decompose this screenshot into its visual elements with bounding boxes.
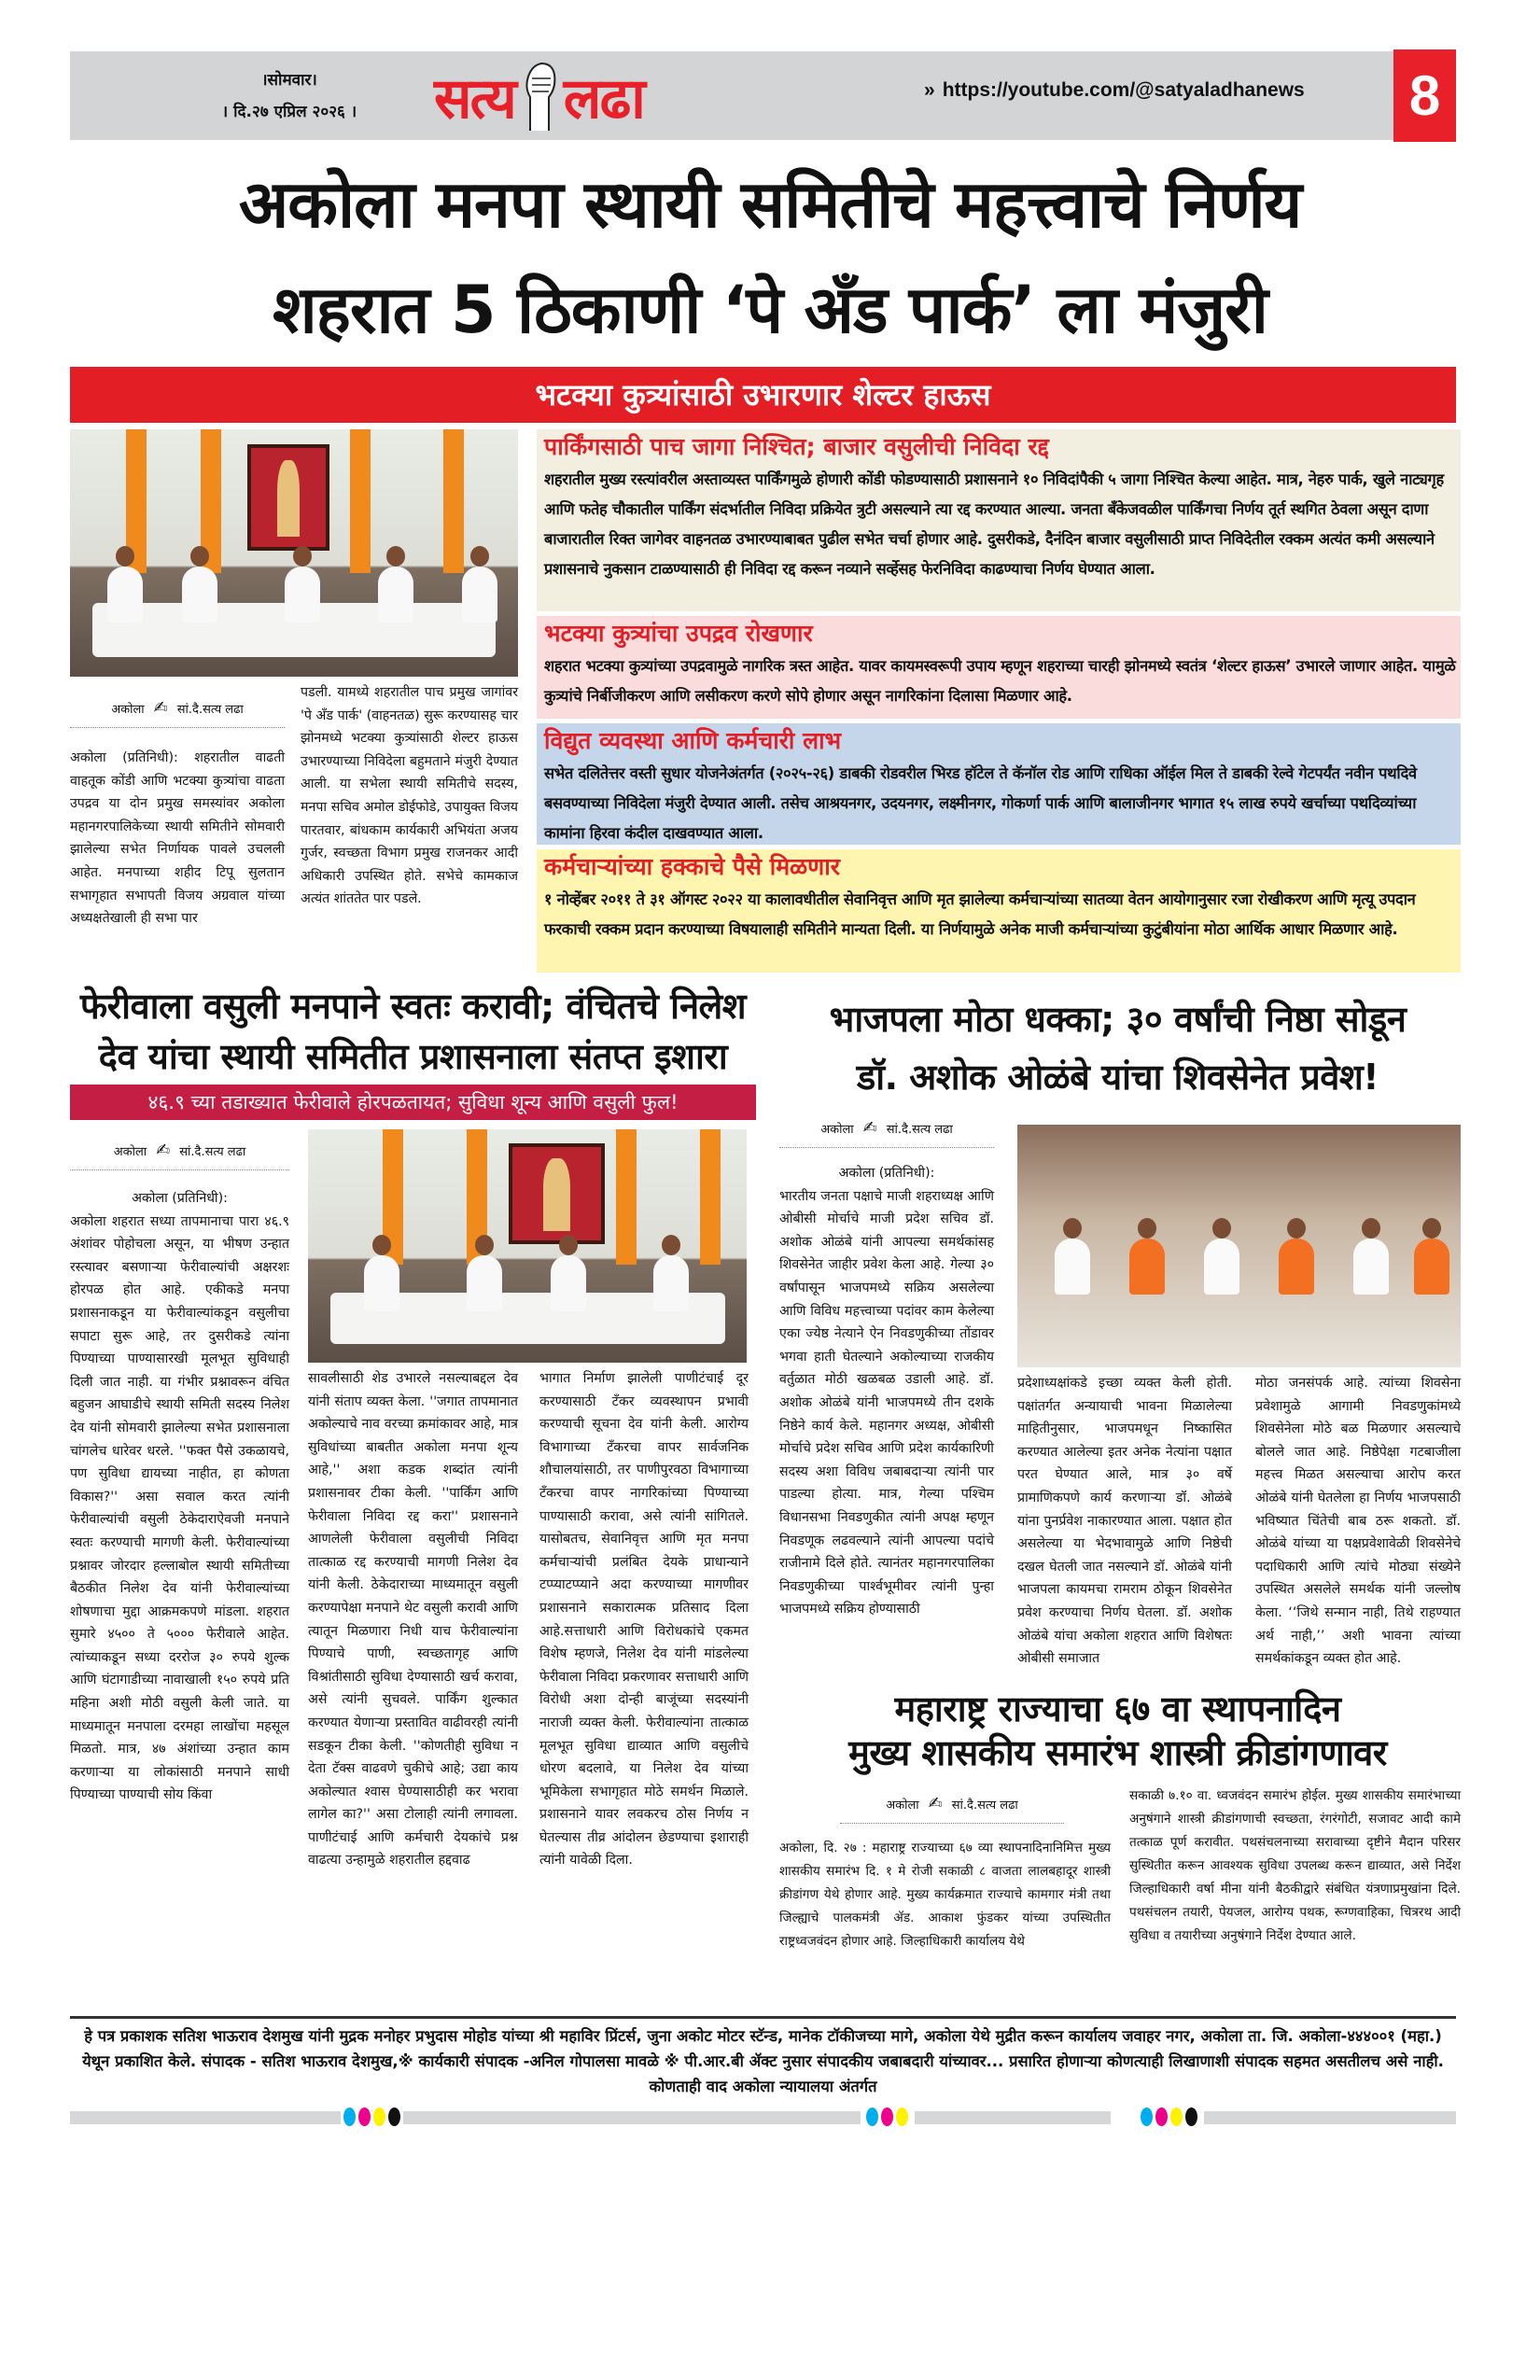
cmyk-registration-marks bbox=[343, 2107, 400, 2126]
hawkers-byline bbox=[70, 1141, 289, 1170]
byline-place: अकोला bbox=[111, 702, 145, 717]
hawkers-column-3: भागात निर्माण झालेली पाणीटंचाई दूर करण्यासाठी टँकर व्यवस्थापन प्रभावी करण्याची सूचना देव यांनी केली. आरोग्य विभागाच्या टँकरचा वापर सार्वजनिक शौचालयांसाठी, तर पाणीपुरवठा विभागाच्या टँकरचा वापर नागरिकांच्या पिण्याच्या पाण्यासाठी करावा, असे त्यांनी सांगितले. यासोबतच, सेवानिवृत्त आणि मृत मनपा कर्मचाऱ्यांची प्रलंबित देयके प्राधान्याने टप्प्याटप्प्याने अदा करण्याच्या मागणीवर प्रशासनाने सकारात्मक प्रतिसाद दिला आहे.सत्ताधारी आणि विरोधकांचे एकमत विशेष म्हणजे, निलेश देव यांनी मांडलेल्या फेरीवाला निविदा प्रकरणावर सत्ताधारी आणि विरोधी अशा दोन्ही बाजूंच्या सदस्यांनी नाराजी व्यक्त केली. फेरीवाल्यांना तात्काळ मूलभूत सुविधा द्याव्यात आणि वसुलीचे धोरण बदलावे, या निलेश देव यांच्या भूमिकेला सभागृहात मोठे समर्थन मिळाले. प्रशासनाने यावर लवकरच ठोस निर्णय न घेतल्यास तीव्र आंदोलन छेडण्याचा इशाराही त्यांनी यावेळी दिला. bbox=[539, 1371, 749, 1869]
hawkers-banner: ४६.९ च्या तडाख्यात फेरीवाले होरपळतायत; सुविधा शून्य आणि वसुली फुल! bbox=[70, 1085, 756, 1120]
byline-source: सां.दै.सत्य लढा bbox=[179, 1144, 246, 1159]
hawkers-headline-2: देव यांचा स्थायी समितीत प्रशासनाला संतप्त इशारा bbox=[98, 1036, 728, 1077]
cmyk-registration-marks bbox=[1141, 2107, 1197, 2126]
info-box-title: पार्किंगसाठी पाच जागा निश्चित; बाजार वसुलीची निविदा रद्द bbox=[544, 433, 1049, 460]
foundation-day-column-1: अकोला, दि. २७ : महाराष्ट्र राज्याच्या ६७ व्या स्थापनादिनानिमित्त मुख्य शासकीय समारंभ दि. १ मे रोजी सकाळी ८ वाजता लालबहादूर शास्त्री क्रीडांगण येथे होणार आहे. मुख्य कार्यक्रमात राज्याचे कामगार मंत्री तथा जिल्ह्याचे पालकमंत्री ॲड. आकाश फुंडकर यांच्या उपस्थितीत राष्ट्रध्वजवंदन होणार आहे. जिल्हाधिकारी कार्यालय येथे bbox=[779, 1841, 1111, 1949]
info-box-text: शहरातील मुख्य रस्त्यांवरील अस्ताव्यस्त पार्किंगमुळे होणारी कोंडी फोडण्यासाठी प्रशासनाने १० निविदांपैकी ५ जागा निश्चित केल्या आहेत. मात्र, नेहरु पार्क, खुले नाट्यगृह आणि फतेह चौकातील पार्किंग संदर्भातील निविदा प्रक्रियेत त्रुटी असल्याने त्या रद्द करण्यात आल्या. जनता बँकेजवळील पार्किंगचा निर्णय तूर्त स्थगित ठेवला असून दाणा बाजारातील रिक्त जागेवर वाहनतळ उभारण्याबाबत पुढील सभेत चर्चा होणार आहे. दुसरीकडे, दैनंदिन बाजार वसुलीसाठी प्राप्त निविदेतील रक्कम अत्यंत कमी असल्याने प्रशासनाचे नुकसान टाळण्यासाठी ही निविदा रद्द करून नव्याने सर्व्हेसह फेरनिविदा काढण्याचा निर्णय घेण्यात आला. bbox=[544, 470, 1444, 578]
bjp-headline-1: भाजपला मोठा धक्का; ३० वर्षांची निष्ठा सोडून bbox=[829, 999, 1407, 1040]
byline-place: अकोला bbox=[886, 1798, 919, 1813]
dateline: अकोला (प्रतिनिधी): bbox=[838, 1166, 935, 1181]
info-box-title: कर्मचाऱ्यांच्या हक्काचे पैसे मिळणार bbox=[544, 853, 840, 880]
column-text: भारतीय जनता पक्षाचे माजी शहराध्यक्ष आणि ओबीसी मोर्चाचे माजी प्रदेश सचिव डॉ. अशोक ओळंबे यांनी आपल्या समर्थकांसह शिवसेनेत जाहीर प्रवेश केला आहे. गेल्या ३० वर्षांपासून भाजपमध्ये सक्रिय असलेल्या आणि विविध महत्त्वाच्या पदांवर काम केलेल्या एका ज्येष्ठ नेत्याने ऐन निवडणुकीच्या तोंडावर भगवा हाती घेतल्याने अकोल्याच्या राजकीय वर्तुळात मोठी खळबळ उडाली आहे. डॉ. अशोक ओळंबे यांनी भाजपमध्ये तीन दशके निष्ठेने कार्य केले. महानगर अध्यक्ष, ओबीसी मोर्चाचे प्रदेश सचिव आणि प्रदेश कार्यकारिणी सदस्य अशा विविध जबाबदाऱ्या त्यांनी पार पाडल्या होत्या. मात्र, गेल्या पश्चिम विधानसभा निवडणुकीत त्यांनी अपक्ष म्हणून निवडणूक लढवल्याने त्यांनी आपल्या पदांचे राजीनामे दिले होते. त्यानंतर महानगरपालिका निवडणुकीच्या पार्श्वभूमीवर त्यांनी पुन्हा भाजपमध्ये सक्रिय होण्यासाठी bbox=[779, 1188, 994, 1617]
hawkers-column-2: सावलीसाठी शेड उभारले नसल्याबद्दल देव यांनी संताप व्यक्त केला. ''जगात तापमानात अकोल्याचे नाव वरच्या क्रमांकावर आहे, मात्र सुविधांच्या बाबतीत अकोला मनपा शून्य आहे,'' अशा कडक शब्दांत त्यांनी प्रशासनावर टीका केली. ''पार्किंग आणि फेरीवाला निविदा रद्द करा'' प्रशासनाने आणलेली फेरीवाला वसुलीची निविदा तात्काळ रद्द करण्याची मागणी निलेश देव यांनी केली. ठेकेदाराच्या माध्यमातून वसुली करण्यापेक्षा मनपाने थेट वसुली करावी आणि त्यातून मिळणारा निधी याच फेरीवाल्यांना पिण्याचे पाणी, स्वच्छतागृह आणि विश्रांतीसाठी सुविधा देण्यासाठी खर्च करावा, असे त्यांनी सुचवले. पार्किंग शुल्कात करण्यात येणाऱ्या प्रस्तावित वाढीवरही त्यांनी सडकून टीका केली. ''कोणतीही सुविधा न देता टॅक्स वाढवणे चुकीचे आहे; उद्या काय अकोल्यात श्वास घेण्यासाठीही कर भरावा लागेल का?'' असा टोलाही त्यांनी लगावला. पाणीटंचाई आणि कर्मचारी देयकांचे प्रश्न वाढत्या उन्हामुळे शहरातील हद्दवाढ bbox=[308, 1371, 518, 1869]
hawkers-column-1 bbox=[70, 1187, 289, 1807]
issue-date: । दि.२७ एप्रिल २०२६ । bbox=[221, 103, 357, 121]
raised-fist-icon bbox=[519, 60, 560, 133]
foundation-day-byline bbox=[840, 1794, 1064, 1824]
info-box-title: विद्युत व्यवस्था आणि कर्मचारी लाभ bbox=[544, 727, 842, 754]
page-number: 8 bbox=[1393, 49, 1456, 142]
foundation-day-headline-2: मुख्य शासकीय समारंभ शास्त्री क्रीडांगणावर bbox=[848, 1732, 1387, 1773]
bjp-byline bbox=[779, 1118, 994, 1148]
byline-source: सां.दै.सत्य लढा bbox=[951, 1798, 1018, 1813]
logo-text-right: लढा bbox=[563, 65, 644, 132]
foundation-day-headline-1: महाराष्ट्र राज्याचा ६७ वा स्थापनादिन bbox=[894, 1688, 1341, 1729]
meeting-photo bbox=[70, 429, 518, 677]
print-registration-bar bbox=[915, 2111, 1111, 2124]
bjp-headline-2: डॉ. अशोक ओळंबे यांचा शिवसेनेत प्रवेश! bbox=[856, 1057, 1379, 1098]
pen-writing-icon: ✍ bbox=[156, 1141, 171, 1160]
byline-place: अकोला bbox=[113, 1144, 147, 1159]
bjp-column-3: मोठा जनसंपर्क आहे. त्यांच्या शिवसेना प्रवेशामुळे आगामी निवडणुकांमध्ये शिवसेनेला मोठे बळ मिळणार असल्याचे बोलले जात आहे. निष्ठेपेक्षा गटबाजीला महत्त्व मिळत असल्याचा आरोप करत ओळंबे यांनी घेतलेला हा निर्णय भाजपसाठी भविष्यात चिंतेची बाब ठरू शकतो. डॉ. ओळंबे यांच्या या पक्षप्रवेशावेळी शिवसेनेचे पदाधिकारी आणि त्यांचे मोठ्या संख्येने उपस्थित असलेले समर्थक यांनी जल्लोष केला. ‘‘जिथे सन्मान नाही, तिथे राहण्यात अर्थ नाही,’’ अशी भावना त्यांच्या समर्थकांकडून व्यक्त होत आहे. bbox=[1255, 1376, 1461, 1667]
committee-photo bbox=[308, 1129, 747, 1363]
info-box-employees bbox=[537, 849, 1461, 973]
byline-place: अकोला bbox=[820, 1122, 854, 1137]
bjp-column-1 bbox=[779, 1162, 994, 1621]
info-box-text: १ नोव्हेंबर २०११ ते ३१ ऑगस्ट २०२२ या कालावधीतील सेवानिवृत्त आणि मृत झालेल्या कर्मचाऱ्यांच्या सातव्या वेतन आयोगानुसार रजा रोखीकरण आणि मृत्यू उपदान फरकाची रक्कम प्रदान करण्याच्या विषयालाही समितीने मान्यता दिली. या निर्णयामुळे अनेक माजी कर्मचाऱ्यांच्या कुटुंबीयांना मोठा आर्थिक आधार मिळणार आहे. bbox=[544, 890, 1416, 938]
masthead bbox=[70, 51, 1456, 140]
print-registration-bar bbox=[403, 2111, 861, 2124]
footer-divider bbox=[70, 2016, 1456, 2019]
youtube-link[interactable] bbox=[924, 79, 1305, 102]
info-box-text: शहरात भटक्या कुत्र्यांच्या उपद्रवामुळे नागरिक त्रस्त आहेत. यावर कायमस्वरूपी उपाय म्हणून शहराच्या चारही झोनमध्ये स्वतंत्र ‘शेल्टर हाऊस’ उभारले जाणार आहेत. यामुळे कुत्र्यांचे निर्बीजीकरण आणि लसीकरण करणे सोपे होणार असून नागरिकांना दिलासा मिळणार आहे. bbox=[544, 657, 1456, 705]
lead-column-1: अकोला (प्रतिनिधी): शहरातील वाढती वाहतूक कोंडी आणि भटक्या कुत्र्यांचा वाढता उपद्रव या दोन प्रमुख समस्यांवर अकोला महानगरपालिकेच्या स्थायी समितीने सोमवारी झालेल्या सभेत निर्णायक पावले उचलली आहेत. मनपाच्या शहीद टिपू सुलतान सभागृहात सभापती विजय अग्रवाल यांच्या अध्यक्षतेखाली ही सभा पार bbox=[70, 750, 285, 927]
print-registration-bar bbox=[1204, 2111, 1456, 2124]
bjp-column-2: प्रदेशाध्यक्षांकडे इच्छा व्यक्त केली होती. पक्षांतर्गत अन्यायाची भावना मिळालेल्या माहितीनुसार, भाजपमधून निष्कासित करण्यात आलेल्या इतर अनेक नेत्यांना पक्षात परत घेण्यात आले, मात्र ३० वर्षे प्रामाणिकपणे कार्य करणाऱ्या डॉ. ओळंबे यांना पुनर्प्रवेश नाकारण्यात आला. पक्षात होत असलेल्या या भेदभावामुळे आणि निष्ठेची दखल घेतली जात नसल्याने डॉ. ओळंबे यांनी भाजपला कायमचा रामराम ठोकून शिवसेनेत प्रवेश करण्याचा निर्णय घेतला. डॉ. अशोक ओळंबे यांचा अकोला शहरात आणि विशेषतः ओबीसी समाजात bbox=[1017, 1376, 1232, 1667]
byline-source: सां.दै.सत्य लढा bbox=[886, 1122, 953, 1137]
lead-headline-1: अकोला मनपा स्थायी समितीचे महत्त्वाचे निर्णय bbox=[238, 166, 1302, 243]
youtube-url[interactable]: https://youtube.com/@satyaladhanews bbox=[942, 79, 1305, 101]
print-registration-bar bbox=[70, 2111, 341, 2124]
party-entry-photo bbox=[1017, 1125, 1461, 1367]
byline-source: सां.दै.सत्य लढा bbox=[176, 702, 244, 717]
cmyk-registration-marks bbox=[866, 2107, 908, 2126]
pen-writing-icon: ✍ bbox=[153, 698, 168, 718]
lead-byline bbox=[70, 698, 285, 728]
lead-banner: भटक्या कुत्र्यांसाठी उभारणार शेल्टर हाऊस bbox=[70, 367, 1456, 423]
newspaper-logo bbox=[434, 51, 644, 140]
info-box-title: भटक्या कुत्र्यांचा उपद्रव रोखणार bbox=[544, 620, 813, 647]
issue-day: ।सोमवार। bbox=[261, 71, 317, 90]
logo-text-left: सत्य bbox=[434, 65, 515, 132]
info-box-electricity bbox=[537, 723, 1461, 845]
column-text: अकोला शहरात सध्या तापमानाचा पारा ४६.९ अंशांवर पोहोचला असून, या भीषण उन्हात रस्त्यावर बसणाऱ्या फेरीवाल्यांची अक्षरशः होरपळ होत आहे. एकीकडे मनपा प्रशासनाकडून या फेरीवाल्यांकडून वसुलीचा सपाटा सुरू आहे, तर दुसरीकडे त्यांना पिण्याच्या पाण्यासारखी मूलभूत सुविधाही दिली जात नाही. या गंभीर प्रश्नावरून वंचित बहुजन आघाडीचे स्थायी समिती सदस्य निलेश देव यांनी सोमवारी झालेल्या सभेत प्रशासनाला चांगलेच धारेवर धरले. ''फक्त पैसे उकळायचे, पण सुविधा द्यायच्या नाहीत, हा कोणता विकास?'' असा सवाल करत त्यांनी फेरीवाल्यांची वसुली ठेकेदाराऐवजी मनपाने स्वतः करण्याची मागणी केली. फेरीवाल्यांच्या प्रश्नावर जोरदार हल्लाबोल स्थायी समितीच्या बैठकीत निलेश देव यांनी फेरीवाल्यांच्या शोषणाचा मुद्दा आक्रमकपणे मांडला. शहरात सुमारे ४५०० ते ५००० फेरीवाले आहेत. त्यांच्याकडून सध्या दररोज ३० रुपये शुल्क आणि घंटागाडीच्या नावाखाली १५० रुपये प्रति महिना अशी मोठी वसुली केली जाते. या माध्यमातून मनपाला दरमहा लाखोंचा महसूल मिळतो. मात्र, ४७ अंशांच्या उन्हात काम करणाऱ्या या लोकांसाठी मनपाने साधी पिण्याच्या पाण्याची सोय किंवा bbox=[70, 1213, 289, 1803]
info-box-parking bbox=[537, 429, 1461, 611]
foundation-day-column-2: सकाळी ७.१० वा. ध्वजवंदन समारंभ होईल. मुख्य शासकीय समारंभाच्या अनुषंगाने शास्त्री क्रीडांगणाची स्वच्छता, रंगरंगोटी, सजावट आदी कामे तत्काळ पूर्ण करावीत. पथसंचलनाच्या सरावाच्या दृष्टीने मैदान परिसर सुस्थितीत करून आवश्यक सुविधा उपलब्ध करून द्याव्यात, असे निर्देश जिल्हाधिकारी वर्षा मीना यांनी बैठकीद्वारे संबंधित यंत्रणाप्रमुखांना दिले. पथसंचलन तयारी, पेयजल, आरोग्य पथक, रूग्णवाहिका, चित्ररथ आदी सुविधा व तयारीच्या अनुषंगाने निर्देश देण्यात आले. bbox=[1129, 1788, 1461, 1943]
hawkers-headline-1: फेरीवाला वसुली मनपाने स्वतः करावी; वंचितचे निलेश bbox=[79, 986, 747, 1027]
pen-writing-icon: ✍ bbox=[862, 1118, 877, 1138]
dateline: अकोला (प्रतिनिधी): bbox=[132, 1191, 228, 1206]
info-box-stray-dogs bbox=[537, 616, 1461, 719]
info-box-text: सभेत दलितेत्तर वस्ती सुधार योजनेअंतर्गत (२०२५-२६) डाबकी रोडवरील भिरड हॉटेल ते कॅनॉल रोड आणि राधिका ऑईल मिल ते डाबकी रेल्वे गेटपर्यंत नवीन पथदिवे बसवण्याच्या निविदेला मंजुरी देण्यात आली. तसेच आश्रयनगर, उदयनगर, लक्ष्मीनगर, गोकर्णा पार्क आणि बालाजीनगर भागात १५ लाख रुपये खर्चाच्या पथदिव्यांच्या कामांना हिरवा कंदील दाखवण्यात आला. bbox=[544, 764, 1417, 842]
lead-column-2: पडली. यामध्ये शहरातील पाच प्रमुख जागांवर 'पे अँड पार्क' (वाहनतळ) सुरू करण्यासह चार झोनमध्ये भटक्या कुत्र्यांसाठी शेल्टर हाऊस उभारण्याच्या निविदेला बहुमताने मंजुरी देण्यात आली. या सभेला स्थायी समितीचे सदस्य, मनपा सचिव अमोल डोईफोडे, उपायुक्त विजय पारतवार, बांधकाम कार्यकारी अभियंता अजय गुर्जर, स्वच्छता विभाग प्रमुख राजनकर आदी अधिकारी उपस्थित होते. सभेचे कामकाज अत्यंत शांततेत पार पडले. bbox=[301, 685, 518, 907]
publisher-imprint: हे पत्र प्रकाशक सतिश भाऊराव देशमुख यांनी मुद्रक मनोहर प्रभुदास मोहोड यांच्या श्री महाविर प्रिंटर्स, जुना अकोट मोटर स्टॅन्ड, मानेक टॉकीजच्या मागे, अकोला येथे मुद्रीत करून कार्यालय जवाहर नगर, अकोला ता. जि. अकोला-४४४००१ (महा.) येथून प्रकाशित केले. संपादक - सतिश भाऊराव देशमुख,※ कार्यकारी संपादक -अनिल गोपालसा मावळे ※ पी.आर.बी ॲक्ट नुसार संपादकीय जबाबदारी यांच्यावर... प्रसारित होणाऱ्या कोणत्याही लिखाणाशी संपादक सहमत असतीलच असे नाही. कोणताही वाद अकोला न्यायालया अंतर्गत bbox=[82, 2027, 1444, 2095]
pen-writing-icon: ✍ bbox=[928, 1794, 943, 1813]
lead-headline-2: शहरात 5 ठिकाणी ‘पे अँड पार्क’ ला मंजुरी bbox=[273, 272, 1267, 348]
issue-date-block bbox=[173, 64, 406, 128]
double-chevron-icon: » bbox=[924, 79, 935, 101]
